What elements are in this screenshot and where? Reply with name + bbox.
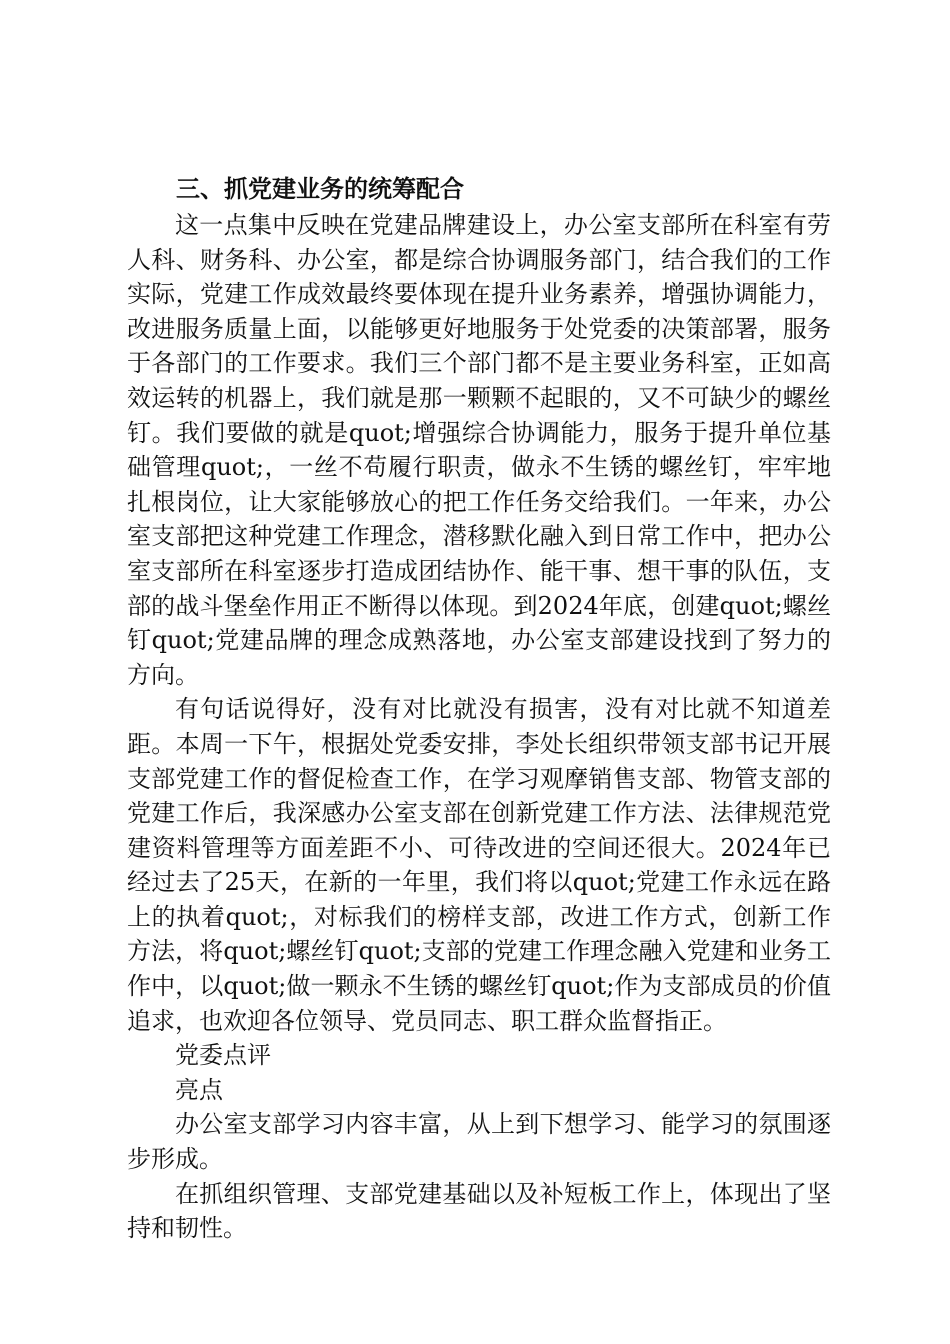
section-heading: 三、抓党建业务的统筹配合 bbox=[176, 175, 464, 203]
paragraph-comparison: 有句话说得好，没有对比就没有损害，没有对比就不知道差距。本周一下午，根据处党委安排，李处长组织带领支部书记开展支部党建工作的督促检查工作，在学习观摩销售支部、物管支部的党建工作后，我深感办公室支部在创新党建工作方法、法律规范党建资料管理等方面差距不小、可待改进的空间还很大。2024年已经过去了25天，在新的一年里，我们将以quot;党建工作永远在路上的执着quot;，对标我们的榜样支部，改进工作方式，创新工作方法，将quot;螺丝钉quot;支部的党建工作理念融入党建和业务工作中，以quot;做一颗永不生锈的螺丝钉quot;作为支部成员的价值追求，也欢迎各位领导、党员同志、职工群众监督指正。 bbox=[127, 695, 831, 1035]
highlight-item: 办公室支部学习内容丰富，从上到下想学习、能学习的氛围逐步形成。 bbox=[127, 1110, 831, 1174]
highlights-title: 亮点 bbox=[175, 1075, 223, 1104]
paragraph-brand-building: 这一点集中反映在党建品牌建设上，办公室支部所在科室有劳人科、财务科、办公室，都是综合协调服务部门，结合我们的工作实际，党建工作成效最终要体现在提升业务素养，增强协调能力，改进服务质量上面，以能够更好地服务于处党委的决策部署，服务于各部门的工作要求。我们三个部门都不是主要业务科室，正如高效运转的机器上，我们就是那一颗颗不起眼的，又不可缺少的螺丝钉。我们要做的就是quot;增强综合协调能力，服务于提升单位基础管理quot;，一丝不苟履行职责，做永不生锈的螺丝钉，牢牢地扎根岗位，让大家能够放心的把工作任务交给我们。一年来，办公室支部把这种党建工作理念，潜移默化融入到日常工作中，把办公室支部所在科室逐步打造成团结协作、能干事、想干事的队伍，支部的战斗堡垒作用正不断得以体现。到2024年底，创建quot;螺丝钉quot;党建品牌的理念成熟落地，办公室支部建设找到了努力的方向。 bbox=[127, 211, 831, 689]
document-body bbox=[127, 170, 831, 1246]
review-title: 党委点评 bbox=[175, 1041, 271, 1070]
highlight-item: 在抓组织管理、支部党建基础以及补短板工作上，体现出了坚持和韧性。 bbox=[127, 1179, 831, 1243]
